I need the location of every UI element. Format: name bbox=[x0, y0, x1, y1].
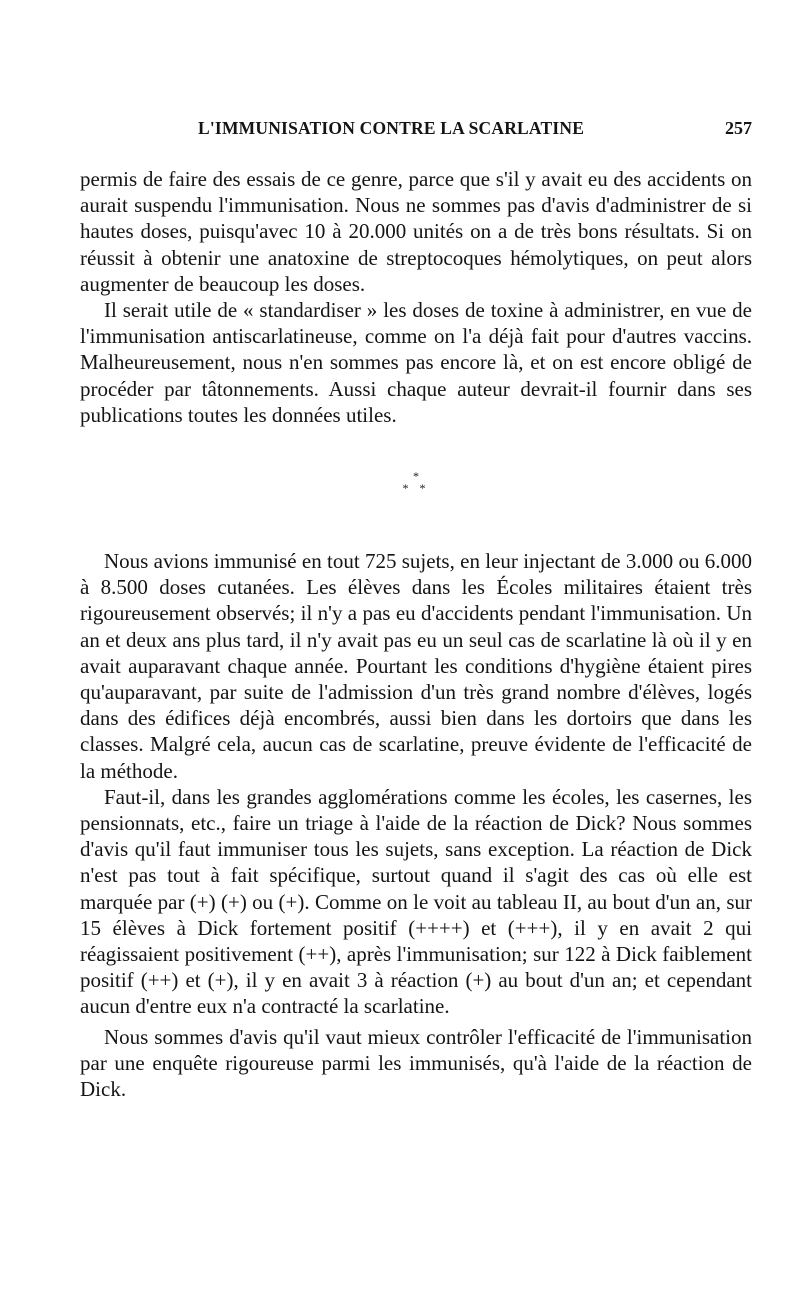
paragraph-4: Faut-il, dans les grandes agglomérations comme les écoles, les casernes, les pensionnats, etc., faire un triage à l'aide de la réaction de Dick? Nous sommes d'avis qu'il faut immuniser tous les sujets, sans exception. La réaction de Dick n'est pas tout à fait spécifique, surtout quand il s'agit des cas où elle est marquée par (+) (+) ou (+). Comme on le voit au tableau II, au bout d'un an, sur 15 élèves à Dick fortement positif (++++) et (+++), il y en avait 2 qui réagissaient positivement (++), après l'immunisation; sur 122 à Dick faiblement positif (++) et (+), il y en avait 3 à réaction (+) au bout d'un an; et cependant aucun d'entre eux n'a contracté la scarlatine. bbox=[80, 784, 752, 1019]
paragraph-5: Nous sommes d'avis qu'il vaut mieux contrôler l'efficacité de l'immunisation par une enquête rigoureuse parmi les immunisés, qu'à l'aide de la réaction de Dick. bbox=[80, 1024, 752, 1102]
section-separator bbox=[80, 428, 752, 548]
asterism-bottom-stars: * * bbox=[402, 481, 430, 496]
paragraph-1: permis de faire des essais de ce genre, parce que s'il y avait eu des accidents on aurait suspendu l'immunisation. Nous ne sommes pas d'avis d'administrer de si hautes doses, puisqu'avec 10 à 20.000 unités on a de très bons résultats. Si on réussit à obtenir une anatoxine de streptocoques hémolytiques, on peut alors augmenter de beaucoup les doses. bbox=[80, 167, 752, 296]
running-title: L'IMMUNISATION CONTRE LA SCARLATINE bbox=[198, 118, 585, 138]
asterism bbox=[396, 470, 436, 494]
asterism-top-star: * bbox=[413, 469, 419, 484]
body-text bbox=[80, 166, 752, 1102]
paragraph-3: Nous avions immunisé en tout 725 sujets, en leur injectant de 3.000 ou 6.000 à 8.500 doses cutanées. Les élèves dans les Écoles militaires étaient très rigoureusement observés; il n'y a pas eu d'accidents pendant l'immunisation. Un an et deux ans plus tard, il n'y avait pas eu un seul cas de scarlatine là où il y en avait auparavant chaque année. Pourtant les conditions d'hygiène étaient pires qu'auparavant, par suite de l'admission d'un très grand nombre d'élèves, logés dans des édifices déjà encombrés, aussi bien dans les dortoirs que dans les classes. Malgré cela, aucun cas de scarlatine, preuve évidente de l'efficacité de la méthode. bbox=[80, 549, 752, 783]
page-number: 257 bbox=[725, 118, 752, 138]
paragraph-2: Il serait utile de « standardiser » les doses de toxine à administrer, en vue de l'immunisation antiscarlatineuse, comme on l'a déjà fait pour d'autres vaccins. Malheureusement, nous n'en sommes pas encore là, et on est encore obligé de procéder par tâtonnements. Aussi chaque auteur devrait-il fournir dans ses publications toutes les données utiles. bbox=[80, 298, 752, 427]
page-header bbox=[80, 118, 752, 144]
